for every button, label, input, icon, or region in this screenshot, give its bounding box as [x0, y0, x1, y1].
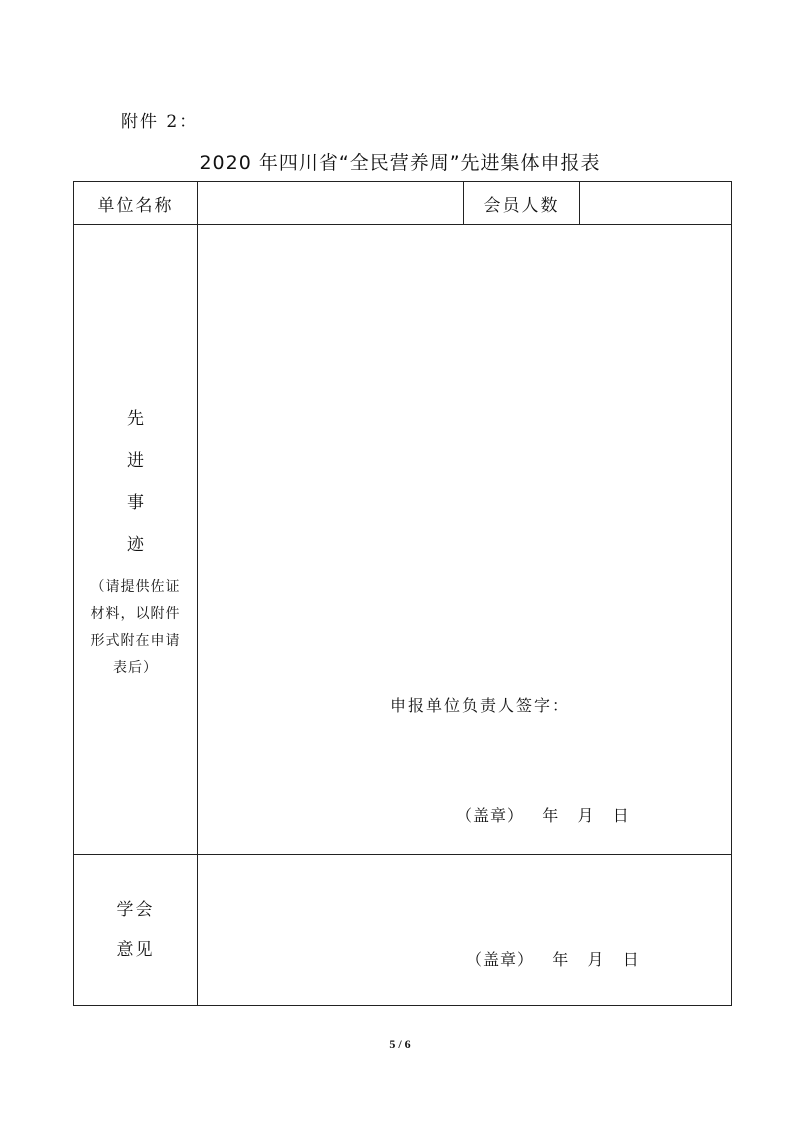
signature-label: 申报单位负责人签字： — [390, 696, 571, 715]
deeds-label — [127, 398, 144, 566]
deeds-label-char: 进 — [127, 450, 144, 471]
opinion-label-cell — [74, 855, 198, 1006]
unit-name-label: 单位名称 — [74, 182, 198, 225]
deeds-label-char: 先 — [127, 408, 144, 429]
deeds-label-char: 事 — [127, 492, 144, 513]
deeds-label-char: 迹 — [127, 534, 144, 555]
opinion-content-field[interactable] — [198, 855, 732, 1006]
member-count-field[interactable] — [580, 182, 732, 225]
unit-info-row — [74, 182, 732, 225]
form-title: 2020 年四川省“全民营养周”先进集体申报表 — [199, 152, 601, 174]
member-count-label: 会员人数 — [464, 182, 580, 225]
attachment-label: 附件 2： — [121, 112, 199, 132]
page-number: 5 / 6 — [389, 1037, 411, 1051]
deeds-row — [74, 225, 732, 855]
opinion-label — [74, 890, 197, 970]
deeds-note: （请提供佐证材料，以附件形式附在申请表后） — [90, 578, 181, 676]
opinion-row — [74, 855, 732, 1006]
opinion-label-line: 学会 — [116, 900, 155, 920]
deeds-label-cell — [74, 225, 198, 855]
deeds-content-field[interactable] — [198, 225, 732, 855]
opinion-label-line: 意见 — [116, 940, 155, 960]
application-form-table — [73, 181, 732, 1006]
opinion-seal-date: （盖章） 年 月 日 — [466, 950, 640, 969]
unit-name-field[interactable] — [198, 182, 464, 225]
deeds-seal-date: （盖章） 年 月 日 — [456, 806, 630, 825]
